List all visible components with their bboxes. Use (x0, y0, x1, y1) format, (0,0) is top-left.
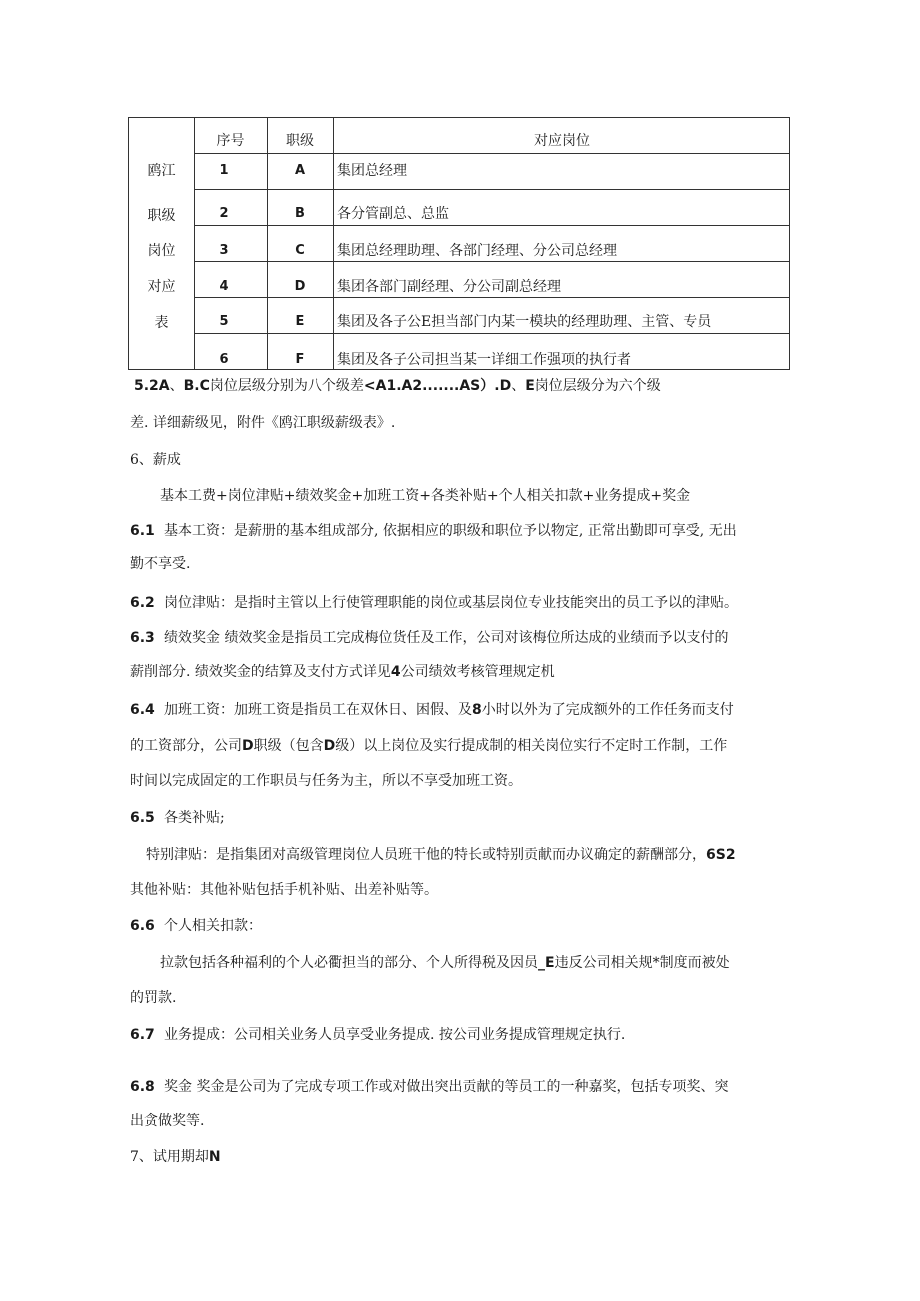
row-seq: 4 (219, 279, 229, 294)
section-6-3-cont: 薪削部分. 绩效奖金的结算及支付方式详见4公司绩效考核管理规定机 (130, 664, 555, 680)
section-6-5: 6.5 各类补贴; (130, 810, 225, 826)
deduction-detail-cont: 的罚款. (130, 990, 177, 1006)
row-seq: 3 (219, 243, 229, 258)
row-position: 各分管副总、总监 (337, 206, 449, 222)
side-label: 对应 (147, 279, 176, 295)
section-6-3: 6.3 绩效奖金 绩效奖金是指员工完成梅位货任及工作，公司对该梅位所达成的业绩而予以支付的 (130, 630, 729, 646)
section-5-2-cont: 差. 详细薪级见，附件《鸥江职级薪级表》. (130, 415, 396, 431)
row-position: 集团总经理 (337, 163, 407, 179)
section-7-title: 7、试用期却N (130, 1149, 221, 1165)
row-level: E (295, 314, 305, 329)
row-position: 集团及各子公E担当部门内某一模块的经理助理、主管、专员 (337, 314, 712, 330)
section-6-4-cont2: 时间以完成固定的工作职员与任务为主，所以不享受加班工资。 (130, 773, 522, 789)
row-seq: 6 (219, 352, 229, 367)
header-seq: 序号 (216, 133, 245, 149)
row-position: 集团各部门副经理、分公司副总经理 (337, 279, 561, 295)
salary-formula: 基本工费+岗位津贴+绩效奖金+加班工资+各类补贴+个人相关扣款+业务提成+奖金 (160, 488, 691, 504)
section-6-8-cont: 出贪做奖等. (130, 1113, 205, 1129)
section-6-4-cont: 的工资部分，公司D职级（包含D级）以上岗位及实行提成制的相关岗位实行不定时工作制，工作 (130, 738, 728, 754)
row-seq: 2 (219, 206, 229, 221)
section-6-7: 6.7 业务提成：公司相关业务人员享受业务提成. 按公司业务提成管理规定执行. (130, 1027, 626, 1043)
level-table (128, 117, 790, 370)
header-position: 对应岗位 (534, 133, 590, 149)
header-level: 职级 (286, 133, 314, 149)
section-6-2: 6.2 岗位津贴：是指时主管以上行使管理职能的岗位或基层岗位专业技能突出的员工予以的津贴。 (130, 595, 738, 611)
row-level: C (295, 243, 305, 258)
row-level: A (294, 163, 306, 178)
row-level: D (294, 279, 306, 294)
side-label: 职级 (147, 208, 176, 224)
row-seq: 1 (219, 163, 229, 178)
section-6-8: 6.8 奖金 奖金是公司为了完成专项工作或对做出突出贡献的等员工的一种嘉奖，包括专项奖、突 (130, 1079, 729, 1095)
special-allowance: 特别津贴：是指集团对高级管理岗位人员班干他的特长或特别贡献而办议确定的薪酬部分，6S2 (146, 847, 736, 863)
section-6-title: 6、薪成 (130, 452, 181, 468)
section-6-4: 6.4 加班工资：加班工资是指员工在双休日、困假、及8小时以外为了完成额外的工作任务而支付 (130, 702, 734, 718)
side-label: 岗位 (147, 243, 176, 259)
row-position: 集团总经理助理、各部门经理、分公司总经理 (337, 243, 617, 259)
row-position: 集团及各子公司担当某一详细工作强项的执行者 (337, 352, 631, 368)
row-level: B (295, 206, 305, 221)
side-label: 表 (154, 315, 169, 331)
row-level: F (295, 352, 305, 367)
section-6-1-cont: 勤不享受. (130, 556, 191, 572)
side-label: 鸥江 (147, 163, 176, 179)
section-5-2: 5.2A、B.C岗位层级分别为八个级差<A1.A2.......AS）.D、E岗位层级分为六个级 (134, 378, 661, 394)
deduction-detail: 拉款包括各种福利的个人必衢担当的部分、个人所得税及因员_E违反公司相关规*制度而被处 (160, 955, 730, 971)
section-6-6: 6.6 个人相关扣款： (130, 918, 262, 934)
section-6-1: 6.1 基本工资：是薪册的基本组成部分, 依据相应的职级和职位予以物定, 正常出勤即可享受, 无出 (130, 523, 737, 539)
other-allowance: 其他补贴：其他补贴包括手机补贴、出差补贴等。 (130, 882, 438, 898)
row-seq: 5 (219, 314, 229, 329)
